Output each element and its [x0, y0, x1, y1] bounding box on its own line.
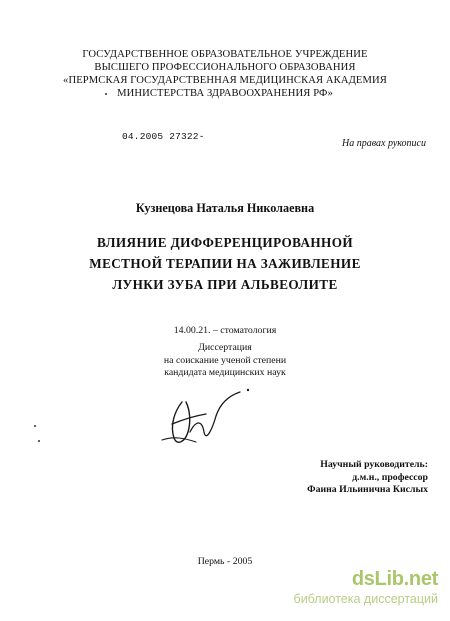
library-stamp-number: 04.2005 27322-	[122, 131, 205, 142]
institution-line-4: МИНИСТЕРСТВА ЗДРАВООХРАНЕНИЯ РФ»	[117, 88, 333, 99]
institution-line-1: ГОСУДАРСТВЕННОЕ ОБРАЗОВАТЕЛЬНОЕ УЧРЕЖДЕНИЕ	[82, 49, 368, 60]
watermark	[294, 568, 438, 607]
description-line-3: кандидата медицинских наук	[164, 367, 286, 378]
scan-speck	[38, 440, 40, 442]
specialty-code: 14.00.21. – стоматология	[173, 325, 277, 336]
supervisor-degree: д.м.н., профессор	[352, 471, 428, 483]
watermark-subtitle: библиотека диссертаций	[293, 592, 438, 606]
manuscript-rights-note: На правах рукописи	[342, 138, 426, 149]
supervisor-block	[307, 459, 428, 497]
institution-line-2: ВЫСШЕГО ПРОФЕССИОНАЛЬНОГО ОБРАЗОВАНИЯ	[94, 62, 356, 73]
description-line-2: на соискание ученой степени	[163, 354, 287, 366]
dissertation-description	[0, 342, 450, 380]
handwritten-signature	[160, 380, 270, 455]
supervisor-name: Фаина Ильинична Кислых	[307, 484, 428, 495]
institution-header	[0, 48, 450, 100]
title-line-3: ЛУНКИ ЗУБА ПРИ АЛЬВЕОЛИТЕ	[112, 277, 338, 292]
author-name: Кузнецова Наталья Николаевна	[135, 201, 315, 215]
title-line-2: МЕСТНОЙ ТЕРАПИИ НА ЗАЖИВЛЕНИЕ	[89, 256, 361, 271]
place-year: Пермь - 2005	[197, 556, 253, 567]
title-line-1: ВЛИЯНИЕ ДИФФЕРЕНЦИРОВАННОЙ	[96, 235, 354, 250]
dissertation-title	[0, 232, 450, 295]
watermark-logo: dsLib.net	[351, 568, 438, 590]
supervisor-label: Научный руководитель:	[320, 459, 428, 470]
scan-speck	[105, 93, 107, 95]
description-line-1: Диссертация	[198, 342, 252, 353]
institution-line-3: «ПЕРМСКАЯ ГОСУДАРСТВЕННАЯ МЕДИЦИНСКАЯ АКАДЕМИЯ	[63, 75, 387, 86]
scan-speck	[34, 425, 36, 427]
